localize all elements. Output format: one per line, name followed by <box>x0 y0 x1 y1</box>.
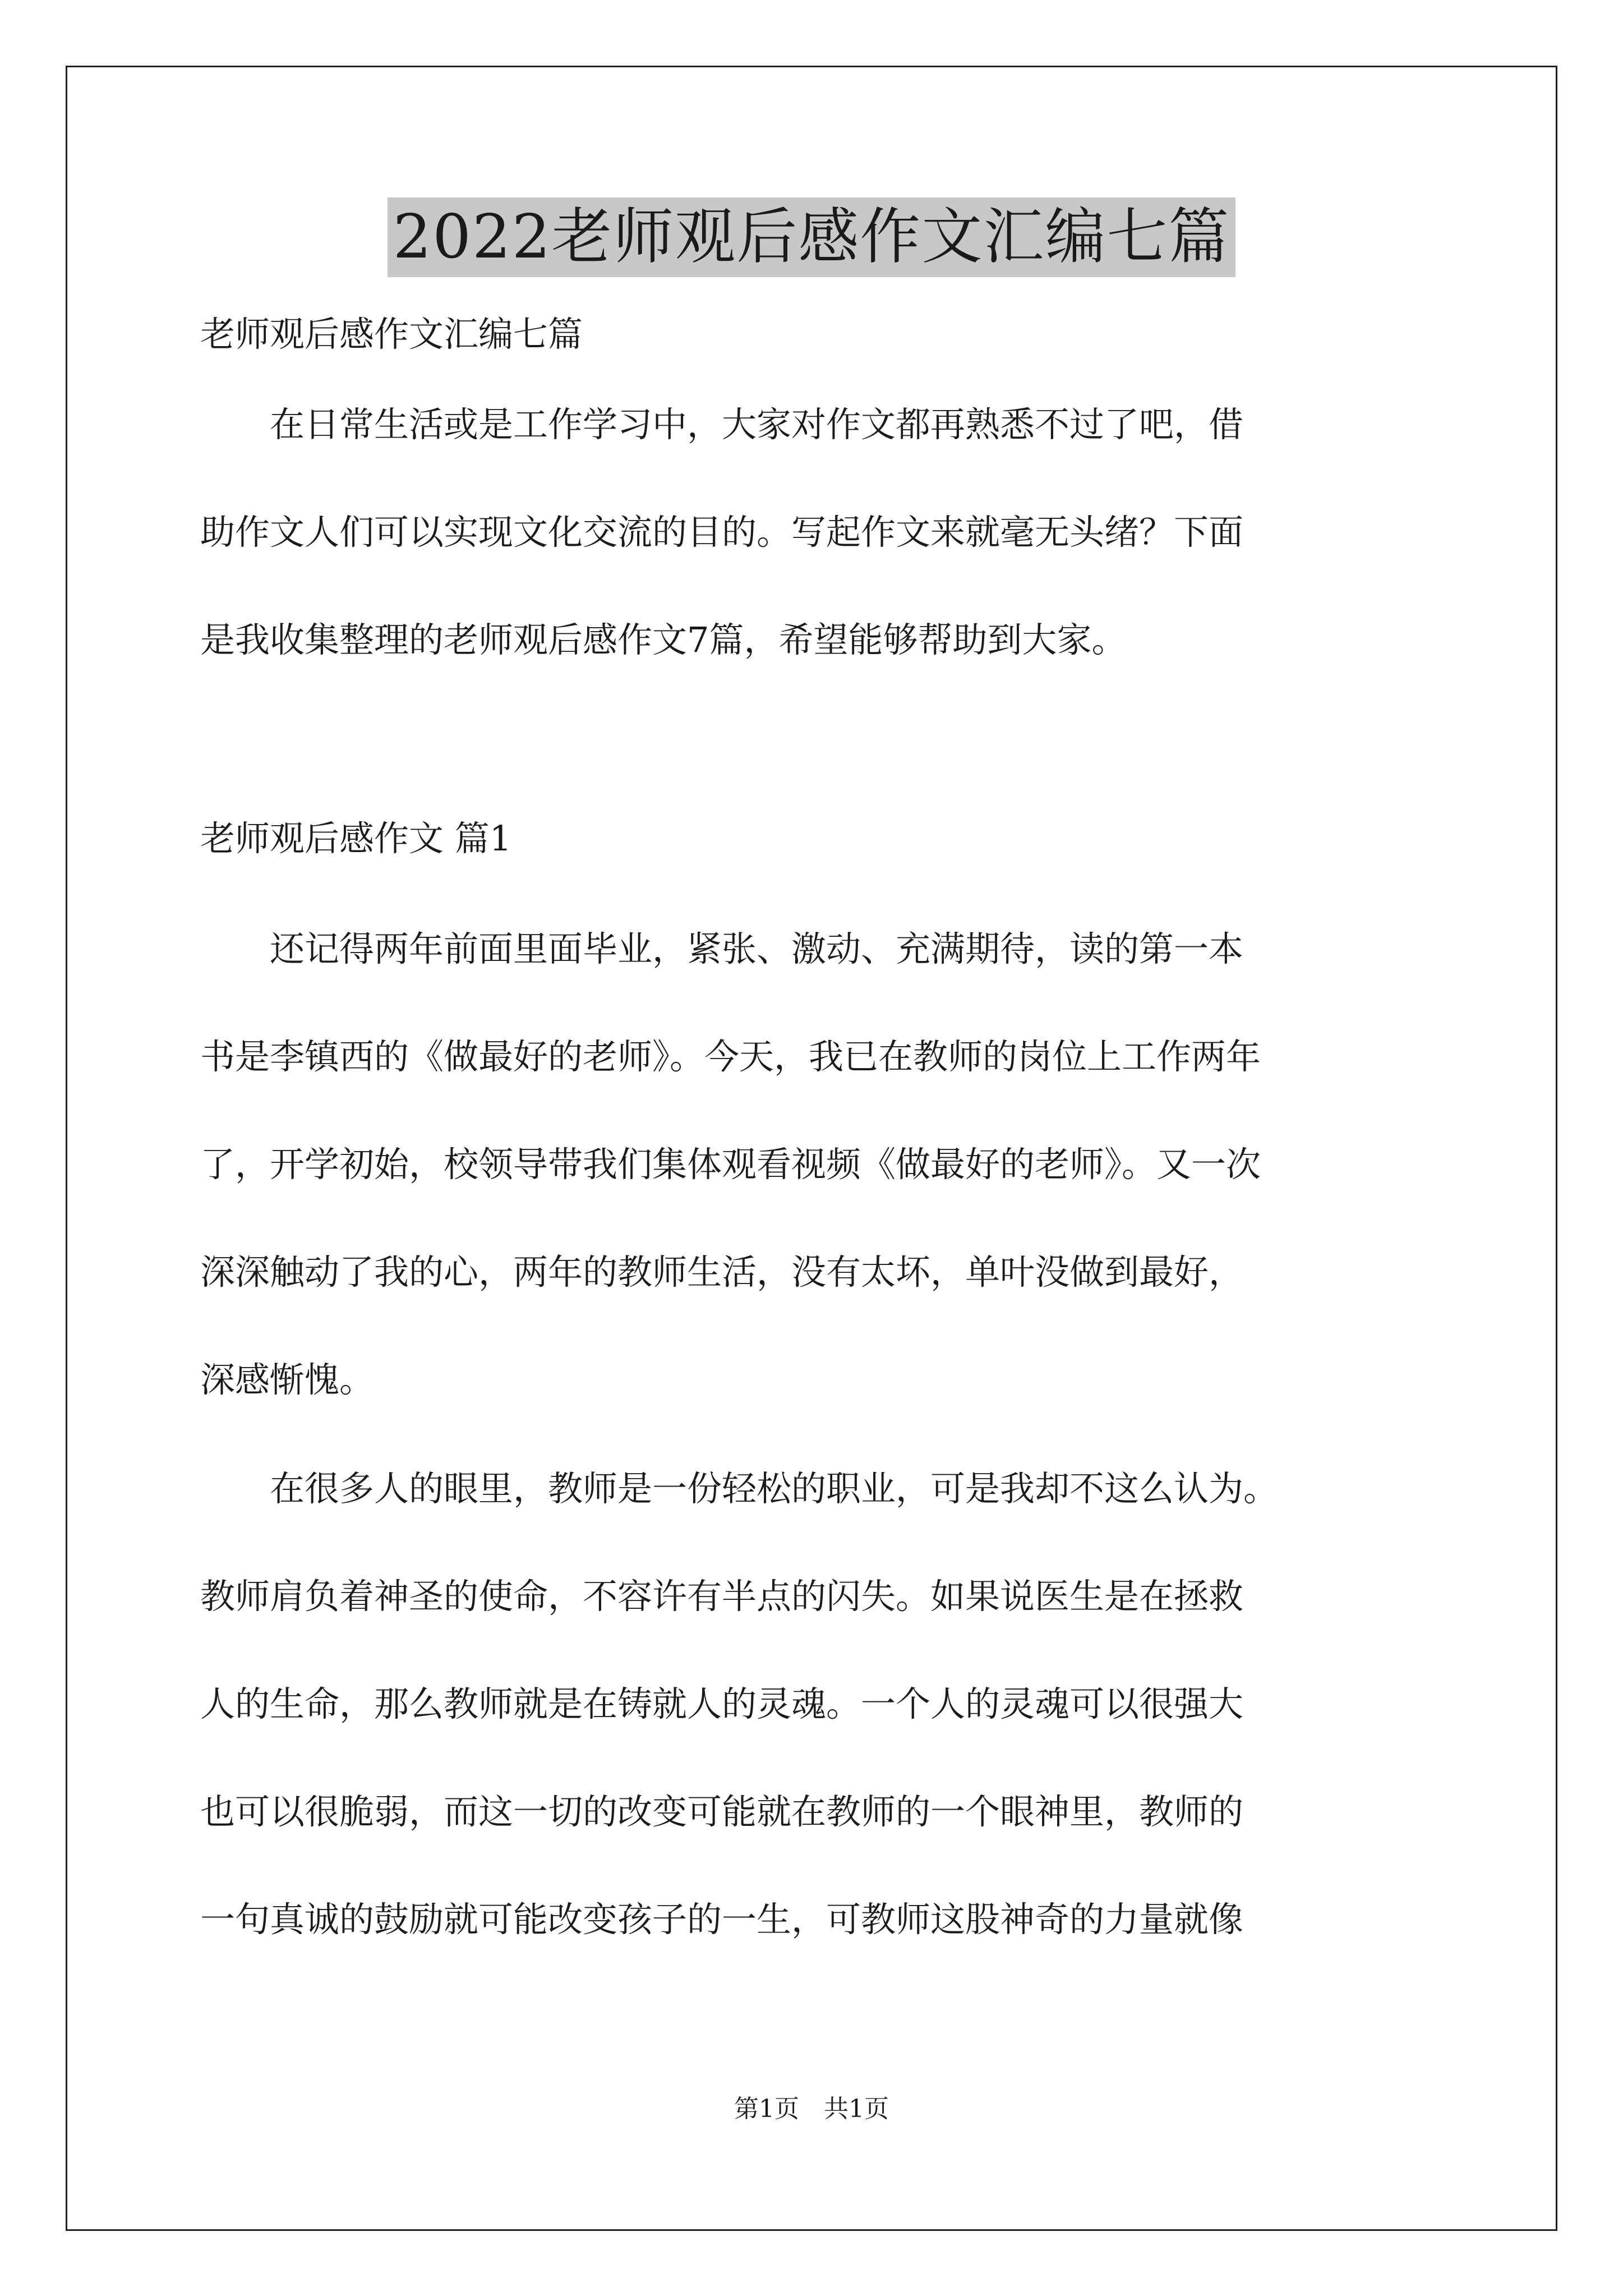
text-line: 在很多人的眼里，教师是一份轻松的职业，可是我却不这么认为。 <box>270 1468 1279 1509</box>
page-footer <box>0 2092 1623 2126</box>
text-line: 在日常生活或是工作学习中，大家对作文都再熟悉不过了吧，借 <box>270 404 1244 445</box>
title-container <box>0 197 1623 277</box>
text-line: 深深触动了我的心，两年的教师生活，没有太坏，单叶没做到最好， <box>200 1251 1244 1292</box>
text-line: 也可以很脆弱，而这一切的改变可能就在教师的一个眼神里，教师的 <box>200 1791 1244 1832</box>
section-heading: 老师观后感作文 篇1 <box>200 818 512 859</box>
document-body <box>200 307 1434 1947</box>
text-line: 书是李镇西的《做最好的老师》。今天，我已在教师的岗位上工作两年 <box>200 1036 1261 1077</box>
text-line: 一句真诚的鼓励就可能改变孩子的一生，可教师这股神奇的力量就像 <box>200 1899 1244 1940</box>
text-line: 助作文人们可以实现文化交流的目的。写起作文来就毫无头绪？下面 <box>200 512 1244 553</box>
text-line: 了，开学初始，校领导带我们集体观看视频《做最好的老师》。又一次 <box>200 1144 1261 1185</box>
body-paragraph-1 <box>200 922 1434 1407</box>
document-title: 2022老师观后感作文汇编七篇 <box>388 197 1236 277</box>
page-number: 第1页 <box>734 2095 799 2123</box>
text-line: 教师肩负着神圣的使命，不容许有半点的闪失。如果说医生是在拯救 <box>200 1576 1244 1617</box>
text-line: 是我收集整理的老师观后感作文7篇，希望能够帮助到大家。 <box>200 619 1127 660</box>
page-total: 共1页 <box>824 2095 889 2123</box>
body-paragraph-2 <box>200 1462 1434 1947</box>
text-line: 人的生命，那么教师就是在铸就人的灵魂。一个人的灵魂可以很强大 <box>200 1683 1244 1724</box>
document-subtitle: 老师观后感作文汇编七篇 <box>200 314 583 355</box>
text-line: 深感惭愧。 <box>200 1359 375 1400</box>
intro-paragraph <box>200 398 1434 667</box>
text-line: 还记得两年前面里面毕业，紧张、激动、充满期待，读的第一本 <box>270 928 1244 969</box>
